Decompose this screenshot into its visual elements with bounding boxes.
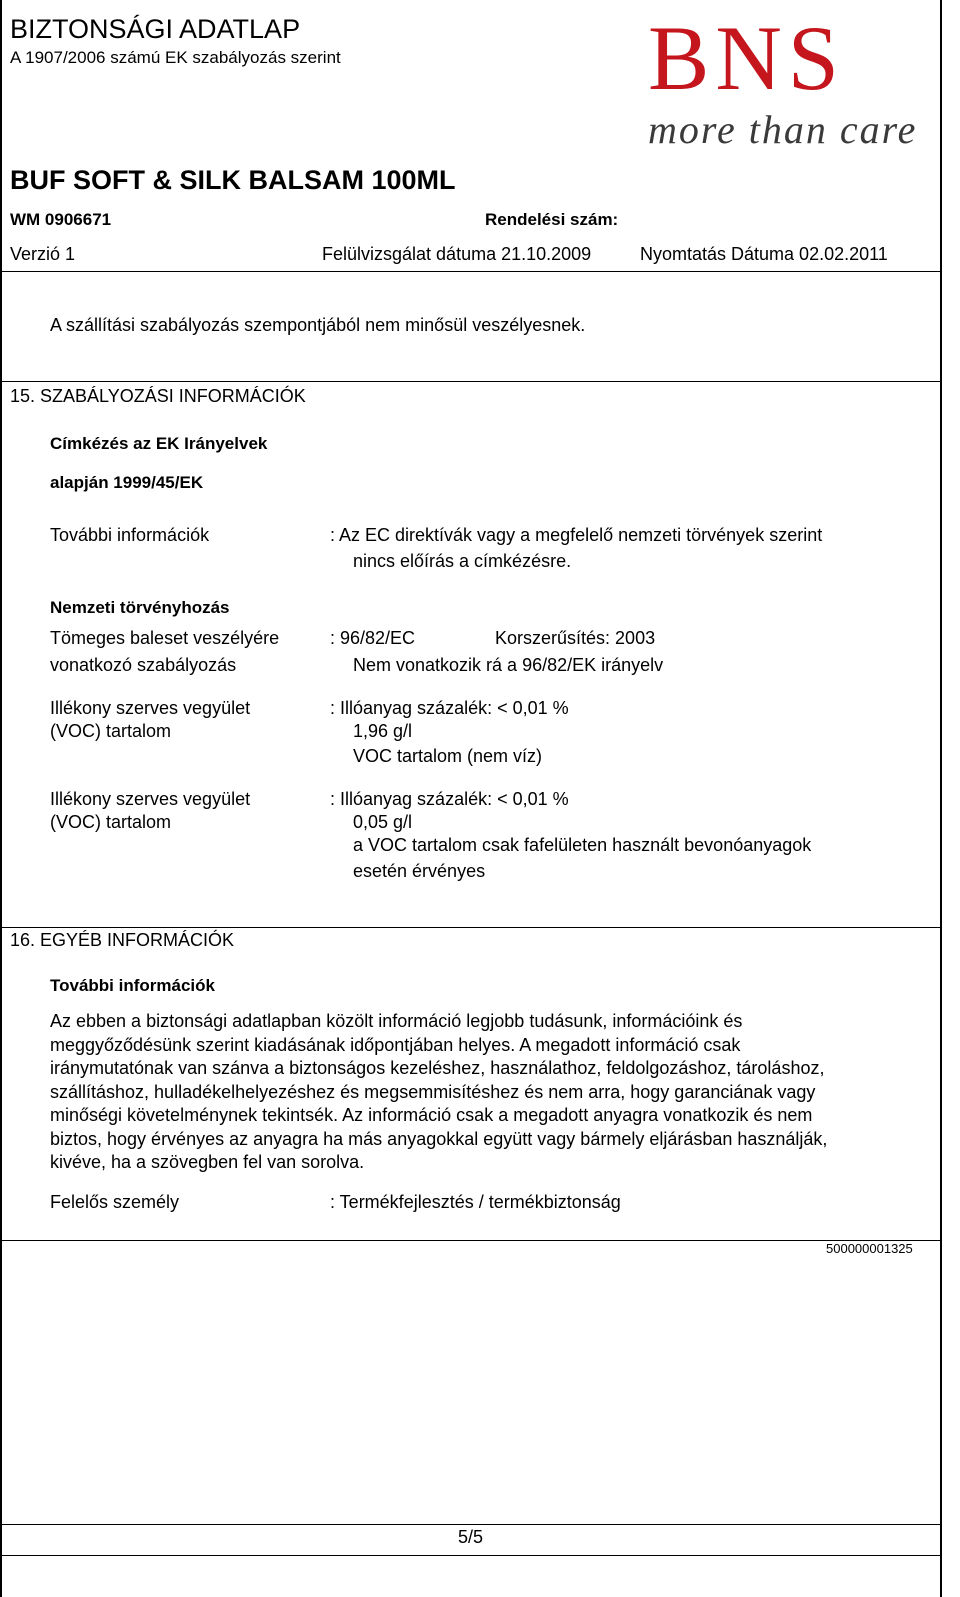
header-divider xyxy=(0,271,942,272)
disclaimer-line: kivéve, ha a szövegben fel van sorolva. xyxy=(50,1152,365,1172)
logo-tagline: more than care xyxy=(648,107,918,152)
voc1-value-line2: 1,96 g/l xyxy=(353,721,413,741)
document-title: BIZTONSÁGI ADATLAP xyxy=(10,14,301,44)
order-number-label: Rendelési szám: xyxy=(485,210,619,229)
section16-title: 16. EGYÉB INFORMÁCIÓK xyxy=(10,930,235,950)
further-info-value-line2: nincs előírás a címkézésre. xyxy=(353,551,572,571)
further-info-value-line1: : Az EC direktívák vagy a megfelelő nemzeti törvények szerint xyxy=(330,525,823,545)
revision-date: Felülvizsgálat dátuma 21.10.2009 xyxy=(322,244,592,264)
responsible-person-label: Felelős személy xyxy=(50,1192,180,1212)
disclaimer-line: iránymutatónak van szánva a biztonságos kezeléshez, használathoz, feldolgozáshoz, tároláshoz, xyxy=(50,1058,825,1078)
seveso-label-line1: Tömeges baleset veszélyére xyxy=(50,628,280,648)
voc2-label-line1: Illékony szerves vegyület xyxy=(50,789,251,809)
voc2-value-line1: : Illóanyag százalék: < 0,01 % xyxy=(330,789,569,809)
product-code: WM 0906671 xyxy=(10,210,112,229)
national-legislation-heading: Nemzeti törvényhozás xyxy=(50,598,230,617)
section15-title: 15. SZABÁLYOZÁSI INFORMÁCIÓK xyxy=(10,386,306,406)
voc2-value-line2: 0,05 g/l xyxy=(353,812,413,832)
seveso-label-line2: vonatkozó szabályozás xyxy=(50,655,237,675)
print-date: Nyomtatás Dátuma 02.02.2011 xyxy=(640,244,888,264)
voc1-label-line2: (VOC) tartalom xyxy=(50,721,172,741)
disclaimer-line: meggyőződésünk szerint kiadásának időpontjában helyes. A megadott információ csak xyxy=(50,1034,741,1055)
page-footer-divider xyxy=(0,1524,942,1525)
footer-divider xyxy=(0,1240,942,1241)
page-border-right xyxy=(940,0,942,1597)
voc2-label-line2: (VOC) tartalom xyxy=(50,812,172,832)
disclaimer-line: Az ebben a biztonsági adatlapban közölt információ legjobb tudásunk, információink és xyxy=(50,1011,743,1031)
seveso-update: Korszerűsítés: 2003 xyxy=(495,628,656,648)
regulation-subtitle: A 1907/2006 számú EK szabályozás szerint xyxy=(10,48,341,67)
section16-subheading: További információk xyxy=(50,976,215,995)
responsible-person-value: : Termékfejlesztés / termékbiztonság xyxy=(330,1192,621,1212)
seveso-value-line2: Nem vonatkozik rá a 96/82/EK irányelv xyxy=(353,655,664,675)
transport-note: A szállítási szabályozás szempontjából nem minősül veszélyesnek. xyxy=(50,315,586,335)
page-number: 5/5 xyxy=(458,1527,484,1547)
document-number: 500000001325 xyxy=(826,1241,913,1256)
section16-divider xyxy=(0,927,942,928)
labeling-heading-line1: Címkézés az EK Irányelvek xyxy=(50,434,268,453)
disclaimer-line: biztos, hogy érvényes az anyagra ha más anyagokkal együtt vagy bármely eljárásban használják, xyxy=(50,1128,828,1149)
logo-wordmark: BNS xyxy=(648,7,845,109)
version: Verzió 1 xyxy=(10,244,76,264)
disclaimer-line: minőségi követelménynek tekintsék. Az információ csak a megadott anyagra vonatkozik és nem xyxy=(50,1105,813,1125)
page-footer-bottom-line xyxy=(0,1555,942,1556)
disclaimer-line: szállításhoz, hulladékelhelyezéshez és megsemmisítéshez és nem arra, hogy garanciának vagy xyxy=(50,1081,816,1102)
seveso-value: : 96/82/EC xyxy=(330,628,416,648)
disclaimer-paragraph xyxy=(50,1010,930,1175)
labeling-heading-line2: alapján 1999/45/EK xyxy=(50,473,204,492)
product-name: BUF SOFT & SILK BALSAM 100ML xyxy=(10,165,456,195)
voc2-value-line4: esetén érvényes xyxy=(353,861,486,881)
voc2-value-line3: a VOC tartalom csak fafelületen használt bevonóanyagok xyxy=(353,835,812,855)
voc1-label-line1: Illékony szerves vegyület xyxy=(50,698,251,718)
further-info-label: További információk xyxy=(50,525,210,545)
section15-divider xyxy=(0,381,942,382)
page-border-left xyxy=(0,0,2,1597)
voc1-value-line1: : Illóanyag százalék: < 0,01 % xyxy=(330,698,569,718)
voc1-value-line3: VOC tartalom (nem víz) xyxy=(353,746,543,766)
company-logo xyxy=(648,7,918,153)
